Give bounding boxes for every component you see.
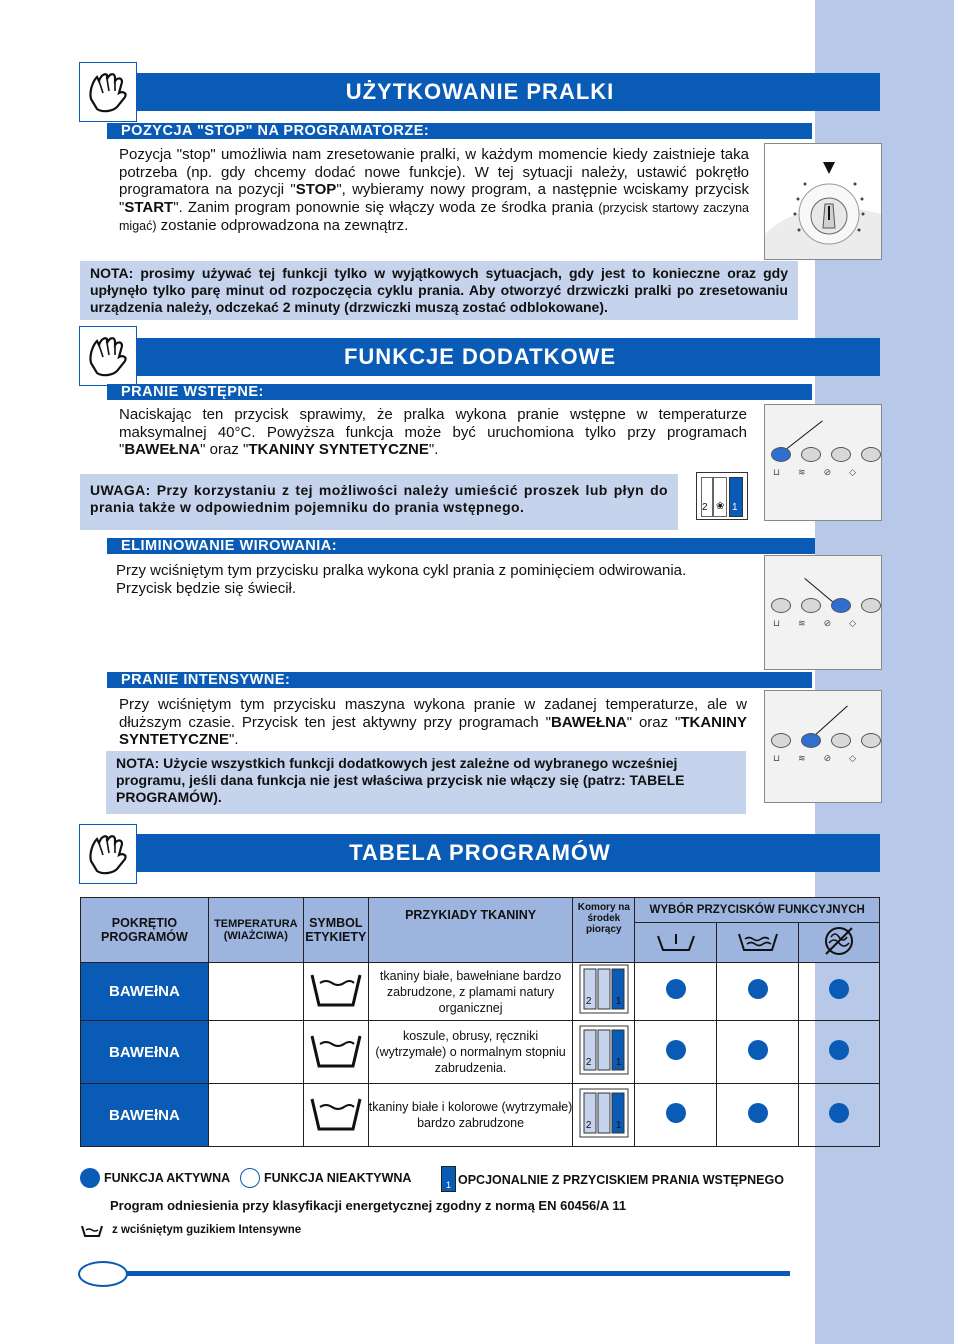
detergent-compartment-icon: 2 1 bbox=[578, 963, 630, 1015]
active-dot bbox=[829, 1103, 849, 1123]
section-title-text: TABELA PROGRAMÓW bbox=[349, 840, 611, 865]
intensive-note: NOTA: Użycie wszystkich funkcji dodatkowych jest zależne od wybranego wcześniej programu, jeśli dana funkcja nie jest właściwa przycisk nie włączy się (patrz: TABELE PROGRAMÓW). bbox=[106, 751, 746, 814]
header-program: POKRĘTIO PROGRAMÓW bbox=[81, 898, 209, 963]
section-title-usage bbox=[80, 73, 880, 111]
active-dot bbox=[666, 979, 686, 999]
table-row bbox=[81, 963, 880, 1021]
page-number-badge bbox=[78, 1261, 128, 1287]
temp-cell bbox=[208, 1084, 303, 1147]
wash-tub-icon bbox=[303, 963, 368, 1021]
fabric-description: koszule, obrusy, ręczniki (wytrzymałe) o normalnym stopniu zabrudzenia. bbox=[368, 1021, 573, 1084]
active-dot bbox=[829, 1040, 849, 1060]
program-name: BAWEłNA bbox=[81, 1084, 209, 1147]
nospin-active bbox=[799, 1084, 880, 1147]
prewash-active bbox=[635, 1021, 717, 1084]
compartment-cell bbox=[573, 1084, 635, 1147]
active-dot bbox=[748, 1103, 768, 1123]
nospin-button bbox=[831, 598, 851, 613]
table-row bbox=[81, 1021, 880, 1084]
active-dot bbox=[829, 979, 849, 999]
hand-icon bbox=[79, 326, 137, 386]
section-title-functions bbox=[80, 338, 880, 376]
prewash-paragraph: Naciskając ten przycisk sprawimy, że pralka wykona pranie wstępne w temperaturze maksymalnej 40°C. Powyższa funkcja może być uruchomiona tylko przy programach "BAWEŁNA" oraz "TKANINY SYNTETYCZNE". bbox=[119, 406, 747, 458]
nospin-paragraph: Przy wciśniętym tym przycisku pralka wykona cykl prania z pominięciem odwirowania. Przycisk będzie się świecił. bbox=[116, 562, 687, 597]
legend-inactive: FUNKCJA NIEAKTYWNA bbox=[264, 1171, 412, 1185]
button-row bbox=[771, 598, 881, 613]
intensive-active bbox=[717, 963, 799, 1021]
button-symbols: ⊔ ≋ ⊘ ◇ bbox=[773, 618, 857, 628]
intensive-button bbox=[801, 733, 821, 748]
button-symbols: ⊔ ≋ ⊘ ◇ bbox=[773, 467, 857, 477]
active-dot-icon bbox=[80, 1168, 100, 1188]
intensive-button bbox=[801, 598, 821, 613]
header-temp: TEMPERATURA (WIAŻCIWA) bbox=[208, 898, 303, 963]
easy-iron-button bbox=[861, 447, 881, 462]
legend-active: FUNKCJA AKTYWNA bbox=[104, 1171, 231, 1185]
footer-line bbox=[80, 1271, 790, 1276]
stop-paragraph: Pozycja "stop" umożliwia nam zresetowanie pralki, w każdym momencie kiedy zaistnieje taka potrzeba (np. gdy chcemy dodać nowe funkcje). W tej sytuacji należy, ustawić pokrętło programatora na pozycji "STOP", wybieramy nowy program, a następnie wciskamy przycisk "START". Zanim program ponownie się włączy woda ze środka prania (przycisk startowy zaczyna migać) zostanie odprowadzona na zewnątrz. bbox=[119, 146, 749, 234]
easy-iron-button bbox=[861, 733, 881, 748]
intensive-symbol-icon bbox=[717, 923, 799, 963]
easy-iron-button bbox=[861, 598, 881, 613]
button-symbols: ⊔ ≋ ⊘ ◇ bbox=[773, 753, 857, 763]
temp-cell bbox=[208, 1021, 303, 1084]
temp-cell bbox=[208, 963, 303, 1021]
flower-icon: ❀ bbox=[716, 501, 725, 512]
active-dot bbox=[748, 1040, 768, 1060]
subheader-prewash: PRANIE WSTĘPNE: bbox=[107, 384, 812, 400]
active-dot bbox=[666, 1040, 686, 1060]
compartment-cell bbox=[573, 963, 635, 1021]
hand-icon bbox=[79, 824, 137, 884]
button-row bbox=[771, 733, 881, 748]
compartment-cell bbox=[573, 1021, 635, 1084]
prewash-panel-illustration bbox=[764, 404, 882, 521]
compartment-label-2: 2 bbox=[702, 502, 708, 513]
detergent-compartment-icon bbox=[696, 472, 748, 520]
compartment-label-1: 1 bbox=[732, 502, 738, 513]
header-fabrics: PRZYKIADY TKANINY bbox=[368, 898, 573, 963]
header-functions: WYBÓR PRZYCISKÓW FUNKCYJNYCH bbox=[635, 898, 880, 923]
legend-reference: Program odniesienia przy klasyfikacji energetycznej zgodny z normą EN 60456/A 11 bbox=[110, 1198, 627, 1213]
program-name: BAWEłNA bbox=[81, 1021, 209, 1084]
wash-tub-icon bbox=[303, 1021, 368, 1084]
button-row bbox=[771, 447, 881, 462]
fabric-description: tkaniny białe i kolorowe (wytrzymałe) bardzo zabrudzone bbox=[368, 1084, 573, 1147]
nospin-button bbox=[831, 447, 851, 462]
optional-compartment-icon: 1 bbox=[441, 1166, 456, 1192]
program-dial-icon bbox=[765, 144, 881, 259]
table-row bbox=[81, 1084, 880, 1147]
stop-note: NOTA: prosimy używać tej funkcji tylko w wyjątkowych sytuacjach, gdy jest to konieczne oraz gdy upłynęło tylko parę minut od rozpoczęcia cyklu prania. Aby otworzyć drzwiczki pralki po zresetowaniu urządzenia należy, odczekać 2 minuty (drzwiczki muszą zostać odblokowane). bbox=[80, 261, 798, 320]
intensive-button bbox=[801, 447, 821, 462]
section-title-text: FUNKCJE DODATKOWE bbox=[343, 344, 617, 369]
detergent-compartment-icon: 2 1 bbox=[578, 1024, 630, 1076]
program-table bbox=[80, 897, 880, 1147]
nospin-button bbox=[831, 733, 851, 748]
program-dial-illustration bbox=[764, 143, 882, 260]
prewash-active bbox=[635, 1084, 717, 1147]
fabric-description: tkaniny białe, bawełniane bardzo zabrudzone, z plamami natury organicznej bbox=[368, 963, 573, 1021]
nospin-active bbox=[799, 1021, 880, 1084]
intensive-panel-illustration bbox=[764, 690, 882, 803]
intensive-tub-icon bbox=[80, 1224, 104, 1243]
program-name: BAWEłNA bbox=[81, 963, 209, 1021]
nospin-panel-illustration bbox=[764, 555, 882, 670]
active-dot bbox=[748, 979, 768, 999]
intensive-active bbox=[717, 1084, 799, 1147]
wash-tub-icon bbox=[303, 1084, 368, 1147]
prewash-button bbox=[771, 598, 791, 613]
inactive-dot-icon bbox=[240, 1168, 260, 1188]
detergent-compartment-icon: 2 1 bbox=[578, 1087, 630, 1139]
subheader-intensive: PRANIE INTENSYWNE: bbox=[107, 672, 812, 688]
prewash-button bbox=[771, 447, 791, 462]
nospin-active bbox=[799, 963, 880, 1021]
nospin-symbol-icon bbox=[799, 923, 880, 963]
intensive-paragraph: Przy wciśniętym tym przycisku maszyna wykona pranie w zadanej temperaturze, ale w dłuższym czasie. Przycisk ten jest aktywny przy programach "BAWEŁNA" oraz "TKANINY SYNTETYCZNE". bbox=[119, 696, 747, 748]
section-title-table bbox=[80, 834, 880, 872]
prewash-note: UWAGA: Przy korzystaniu z tej możliwości należy umieścić proszek lub płyn do prania także w odpowiednim pojemniku do prania wstępnego. bbox=[80, 474, 678, 530]
prewash-active bbox=[635, 963, 717, 1021]
legend-optional: OPCJONALNIE Z PRZYCISKIEM PRANIA WSTĘPNEGO bbox=[458, 1173, 784, 1187]
legend-intensive: z wciśniętym guzikiem Intensywne bbox=[112, 1224, 302, 1236]
hand-icon bbox=[79, 62, 137, 122]
prewash-button bbox=[771, 733, 791, 748]
header-symbol: SYMBOL ETYKIETY bbox=[303, 898, 368, 963]
subheader-stop: POZYCJA "STOP" NA PROGRAMATORZE: bbox=[107, 123, 812, 139]
header-compartment: Komory na środek piorący bbox=[573, 898, 635, 963]
prewash-symbol-icon bbox=[635, 923, 717, 963]
section-title-text: UŻYTKOWANIE PRALKI bbox=[345, 79, 615, 104]
intensive-active bbox=[717, 1021, 799, 1084]
subheader-nospin: ELIMINOWANIE WIROWANIA: bbox=[107, 538, 815, 554]
active-dot bbox=[666, 1103, 686, 1123]
